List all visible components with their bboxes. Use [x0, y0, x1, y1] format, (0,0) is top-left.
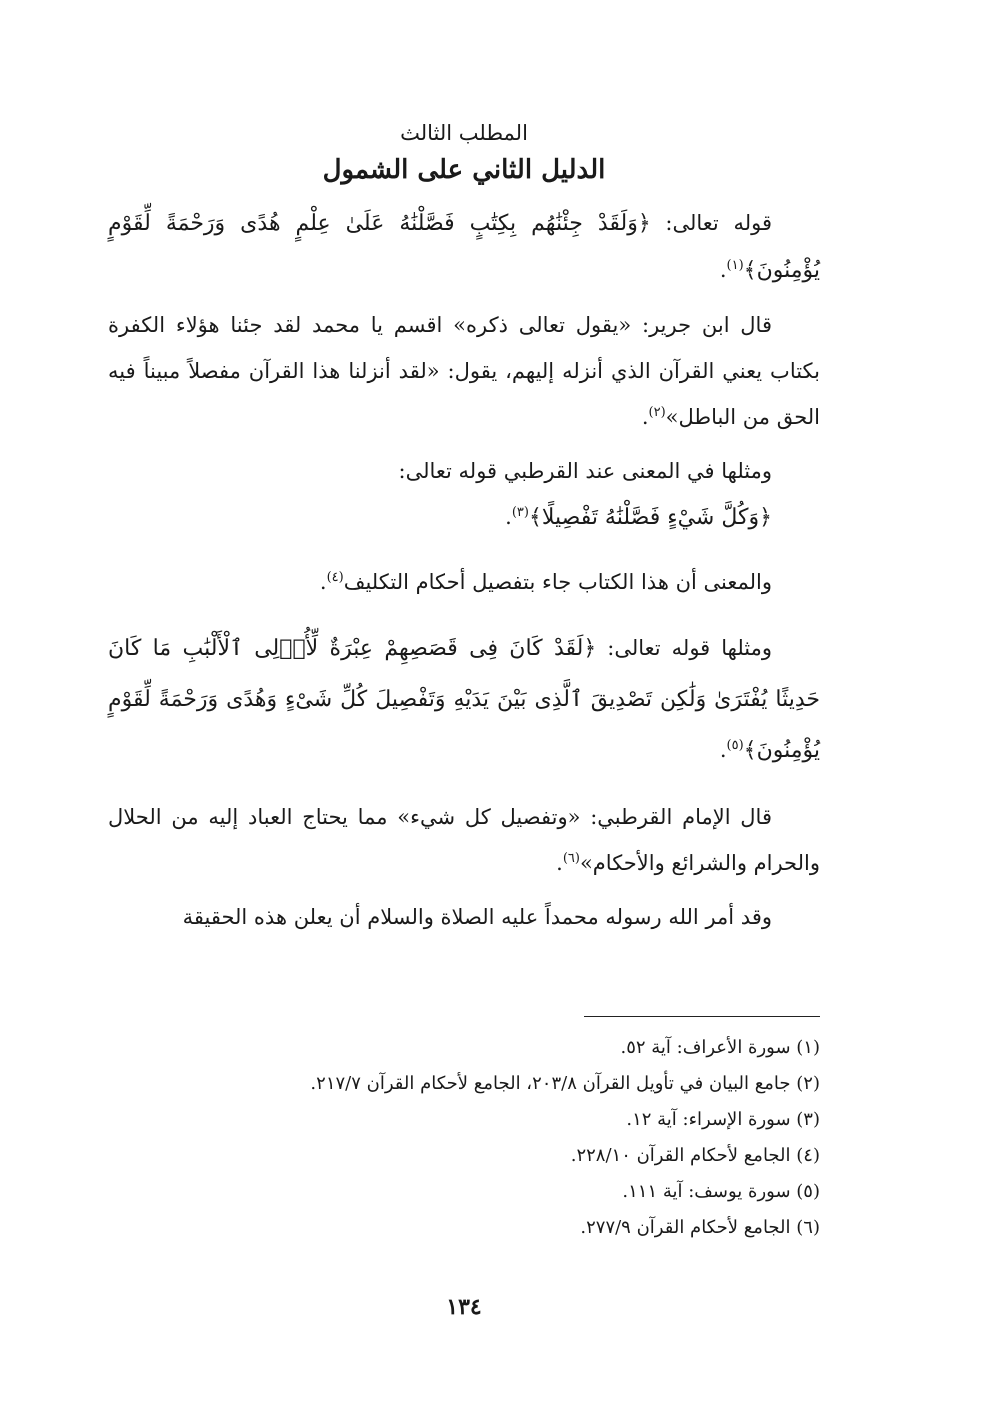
quran-verse: ﴿وَلَقَدْ جِئْنَٰهُم بِكِتَٰبٍ فَصَّلْنَٰهُ عَلَىٰ عِلْمٍ هُدًى وَرَحْمَةً لِّقَوْمٍ يُؤْمِنُونَ﴾: [108, 211, 820, 283]
paragraph-ibn-jarir: [108, 302, 820, 440]
footnotes-list: [108, 1030, 820, 1246]
footnote-ref: (٥): [726, 738, 744, 753]
verse-intro: ومثلها قوله تعالى:: [607, 636, 772, 660]
paragraph-command: [108, 894, 820, 940]
verse-intro: قوله تعالى:: [665, 211, 772, 235]
footnote-ref: (٤): [326, 570, 344, 585]
section-label: المطلب الثالث: [400, 121, 528, 145]
section-title: الدليل الثاني على الشمول: [322, 155, 606, 185]
paragraph-text: وقد أمر الله رسوله محمداً عليه الصلاة والسلام أن يعلن هذه الحقيقة: [182, 905, 772, 929]
footnote-ref: (٢): [648, 405, 666, 420]
paragraph-verse-3: [108, 623, 820, 776]
paragraph-qurtubi: [108, 794, 820, 886]
paragraph-verse-2: [108, 448, 820, 541]
sentence-end: .: [505, 505, 512, 529]
sentence-end: .: [719, 738, 727, 762]
footnote-item: (٢) جامع البيان في تأويل القرآن ٢٠٣/٨، الجامع لأحكام القرآن ٢١٧/٧.: [310, 1073, 820, 1094]
footnote-item: (٦) الجامع لأحكام القرآن ٢٧٧/٩.: [580, 1217, 820, 1238]
paragraph-text: والمعنى أن هذا الكتاب جاء بتفصيل أحكام التكليف: [343, 570, 772, 594]
footnote-separator: [584, 1016, 820, 1017]
footnote-ref: (١): [726, 258, 744, 273]
footnote-ref: (٣): [511, 505, 529, 520]
footnote-item: (٥) سورة يوسف: آية ١١١.: [622, 1181, 820, 1202]
sentence-end: .: [719, 258, 727, 282]
quran-verse: ﴿لَقَدْ كَانَ فِى قَصَصِهِمْ عِبْرَةٌ لِّأُو۟لِى ٱلْأَلْبَٰبِ مَا كَانَ حَدِيثًا يُفْتَرَىٰ وَلَٰكِن تَصْدِيقَ ٱلَّذِى بَيْنَ يَدَيْهِ وَتَفْصِيلَ كُلِّ شَىْءٍ وَهُدًى وَرَحْمَةً لِّقَوْمٍ يُؤْمِنُونَ﴾: [108, 636, 820, 763]
footnote-item: (٤) الجامع لأحكام القرآن ٢٢٨/١٠.: [570, 1145, 820, 1166]
sentence-end: .: [319, 570, 327, 594]
footnote-item: (٣) سورة الإسراء: آية ١٢.: [626, 1109, 820, 1130]
quran-verse: ﴿وَكُلَّ شَيْءٍ فَصَّلْنَٰهُ تَفْصِيلًا﴾: [528, 505, 772, 530]
sentence-end: .: [556, 851, 563, 875]
paragraph-meaning: [108, 559, 820, 605]
footnote-item: (١) سورة الأعراف: آية ٥٢.: [620, 1037, 820, 1058]
paragraph-verse-1: [108, 200, 820, 294]
page-number: ١٣٤: [446, 1294, 482, 1320]
footnote-ref: (٦): [562, 851, 580, 866]
verse-intro: ومثلها في المعنى عند القرطبي قوله تعالى:: [398, 459, 772, 483]
book-page: [108, 118, 820, 1368]
paragraph-text: قال ابن جرير: «يقول تعالى ذكره» اقسم يا محمد لقد جئنا هؤلاء الكفرة بكتاب يعني القرآن الذي أنزله إليهم، يقول: «لقد أنزلنا هذا القرآن مفصلاً مبيناً فيه الحق من الباطل»: [108, 313, 820, 429]
sentence-end: .: [641, 405, 649, 429]
paragraph-text: قال الإمام القرطبي: «وتفصيل كل شيء» مما يحتاج العباد إليه من الحلال والحرام والشرائع والأحكام»: [108, 805, 820, 875]
